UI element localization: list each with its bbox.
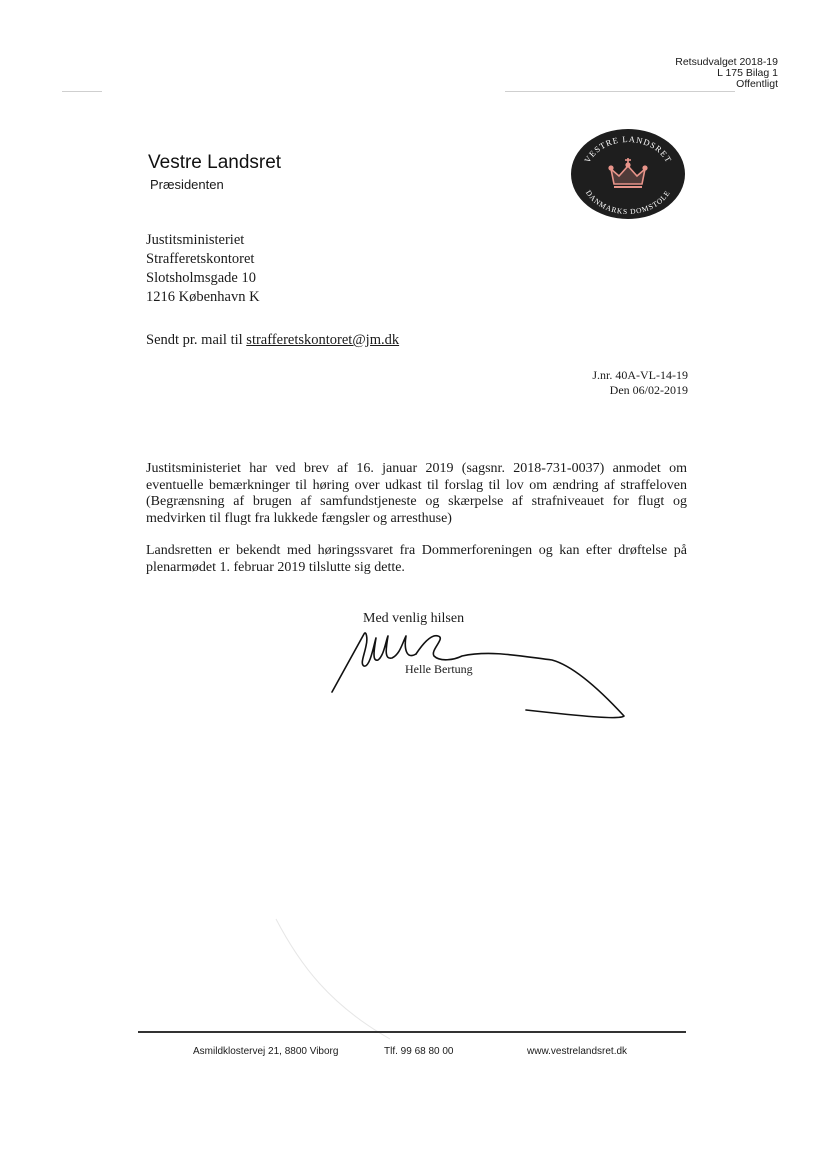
court-department: Præsidenten bbox=[150, 177, 224, 192]
faint-scan-mark bbox=[270, 915, 430, 1045]
footer-address: Asmildklostervej 21, 8800 Viborg bbox=[193, 1046, 339, 1057]
seal-top-text: VESTRE LANDSRET bbox=[581, 133, 675, 165]
recipient-line-1: Justitsministeriet bbox=[146, 232, 245, 248]
top-rule-left bbox=[62, 91, 102, 92]
signer-name: Helle Bertung bbox=[405, 662, 473, 676]
court-seal bbox=[570, 128, 686, 220]
document-stamp bbox=[640, 57, 778, 90]
email-link[interactable]: strafferetskontoret@jm.dk bbox=[246, 332, 400, 348]
sent-prefix: Sendt pr. mail til bbox=[146, 332, 247, 348]
closing-greeting: Med venlig hilsen bbox=[363, 611, 465, 626]
footer-rule bbox=[138, 1031, 686, 1033]
body-paragraph-1: Justitsministeriet har ved brev af 16. januar 2019 (sagsnr. 2018-731-0037) anmodet om eventuelle bemærkninger til høring over udkast til forslag til lov om ændring af straffeloven (Begrænsning af brugen af samfundstjeneste og skærpelse af strafniveauet for flugt og medvirken til flugt fra lukkede fængsler og arresthuse) bbox=[146, 461, 687, 526]
recipient-line-4: 1216 København K bbox=[146, 289, 260, 305]
footer-website[interactable]: www.vestrelandsret.dk bbox=[527, 1046, 628, 1057]
court-name: Vestre Landsret bbox=[148, 152, 282, 173]
seal-bottom-text: DANMARKS DOMSTOLE bbox=[583, 188, 672, 217]
letter-body bbox=[146, 461, 687, 592]
top-rule-right bbox=[505, 91, 735, 92]
stamp-line-2: L 175 Bilag 1 bbox=[717, 67, 778, 79]
letter-date: Den 06/02-2019 bbox=[609, 383, 688, 397]
body-paragraph-2: Landsretten er bekendt med høringssvaret fra Dommerforeningen og kan efter drøftelse på plenarmødet 1. februar 2019 tilslutte sig dette. bbox=[146, 543, 687, 575]
recipient-address bbox=[146, 231, 260, 307]
recipient-line-3: Slotsholmsgade 10 bbox=[146, 270, 256, 286]
footer-phone: Tlf. 99 68 80 00 bbox=[384, 1046, 454, 1057]
sent-by-mail bbox=[146, 332, 399, 349]
stamp-line-3: Offentligt bbox=[736, 78, 778, 90]
handwritten-signature bbox=[320, 620, 650, 740]
recipient-line-2: Strafferetskontoret bbox=[146, 251, 255, 267]
reference-block bbox=[592, 368, 688, 398]
journal-number: J.nr. 40A-VL-14-19 bbox=[592, 368, 688, 382]
stamp-line-1: Retsudvalget 2018-19 bbox=[675, 56, 778, 68]
